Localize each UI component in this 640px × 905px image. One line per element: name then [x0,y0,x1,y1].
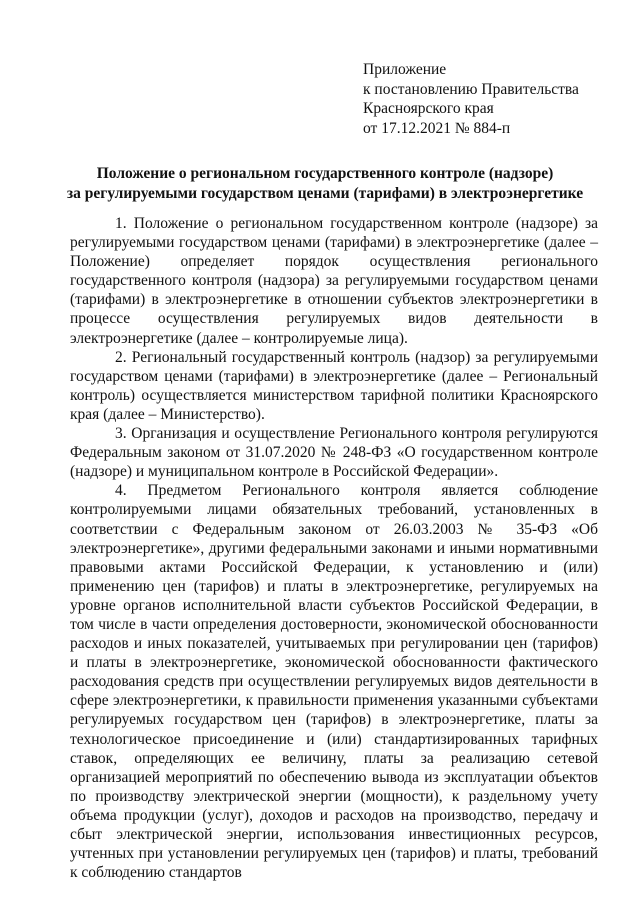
document-body [70,214,598,882]
approval-line: Приложение [363,61,447,78]
approval-line: к постановлению Правительства [363,80,579,98]
approval-date-number: от 17.12.2021 № 884-п [363,119,511,137]
paragraph-1: 1. Положение о региональном государственном контроле (надзоре) за регулируемыми государством ценами (тарифами) в электроэнергетике (далее – Положение) определяет порядок осуществления регионального государственного контроля (надзора) за регулируемыми государством ценами (тарифами) в электроэнергетике в отношении субъектов электроэнергетики в процессе осуществления регулируемых видов деятельности в электроэнергетике (далее – контролируемые лица). [70,215,598,347]
title-line: Положение о региональном государственного контроле (надзоре) [96,165,554,182]
approval-line: Красноярского края [363,100,494,117]
paragraph-4: 4. Предметом Регионального контроля является соблюдение контролируемыми лицами обязательных требований, установленных в соответствии с Федеральным законом от 26.03.2003 № 35-ФЗ «Об электроэнергетике», другими федеральными законами и иными нормативными правовыми актами Российской Федерации, к установлению и (или) применению цен (тарифов) и платы в электроэнергетике, регулируемых на уровне органов исполнительной власти субъектов Российской Федерации, в том числе в части определения достоверности, экономической обоснованности расходов и иных показателей, учитываемых при регулировании цен (тарифов) и платы в электроэнергетике, экономической обоснованности фактического расходования средств при осуществлении регулируемых видов деятельности в сфере электроэнергетики, к правильности применения указанными субъектами регулируемых государством цен (тарифов) в электроэнергетике, платы за технологическое присоединение и (или) стандартизированных тарифных ставок, определяющих ее величину, платы за реализацию сетевой организацией мероприятий по обеспечению вывода из эксплуатации объектов по производству электрической энергии (мощности), к раздельному учету объема продукции (услуг), доходов и расходов на производство, передачу и сбыт электрической энергии, использования инвестиционных ресурсов, учтенных при установлении регулируемых цен (тарифов) и платы, требований к соблюдению стандартов [70,482,598,882]
document-title [40,164,610,204]
title-line: за регулируемыми государством ценами (тарифами) в электроэнергетике [66,185,584,202]
paragraph-2: 2. Региональный государственный контроль (надзор) за регулируемыми государством ценами (тарифами) в электроэнергетике (далее – Региональный контроль) осуществляется министерством тарифной политики Красноярского края (далее – Министерство). [70,348,598,423]
paragraph-3: 3. Организация и осуществление Регионального контроля регулируются Федеральным законом от 31.07.2020 № 248-ФЗ «О государственном контроле (надзоре) и муниципальном контроле в Российской Федерации». [70,425,598,481]
approval-block [363,60,623,138]
